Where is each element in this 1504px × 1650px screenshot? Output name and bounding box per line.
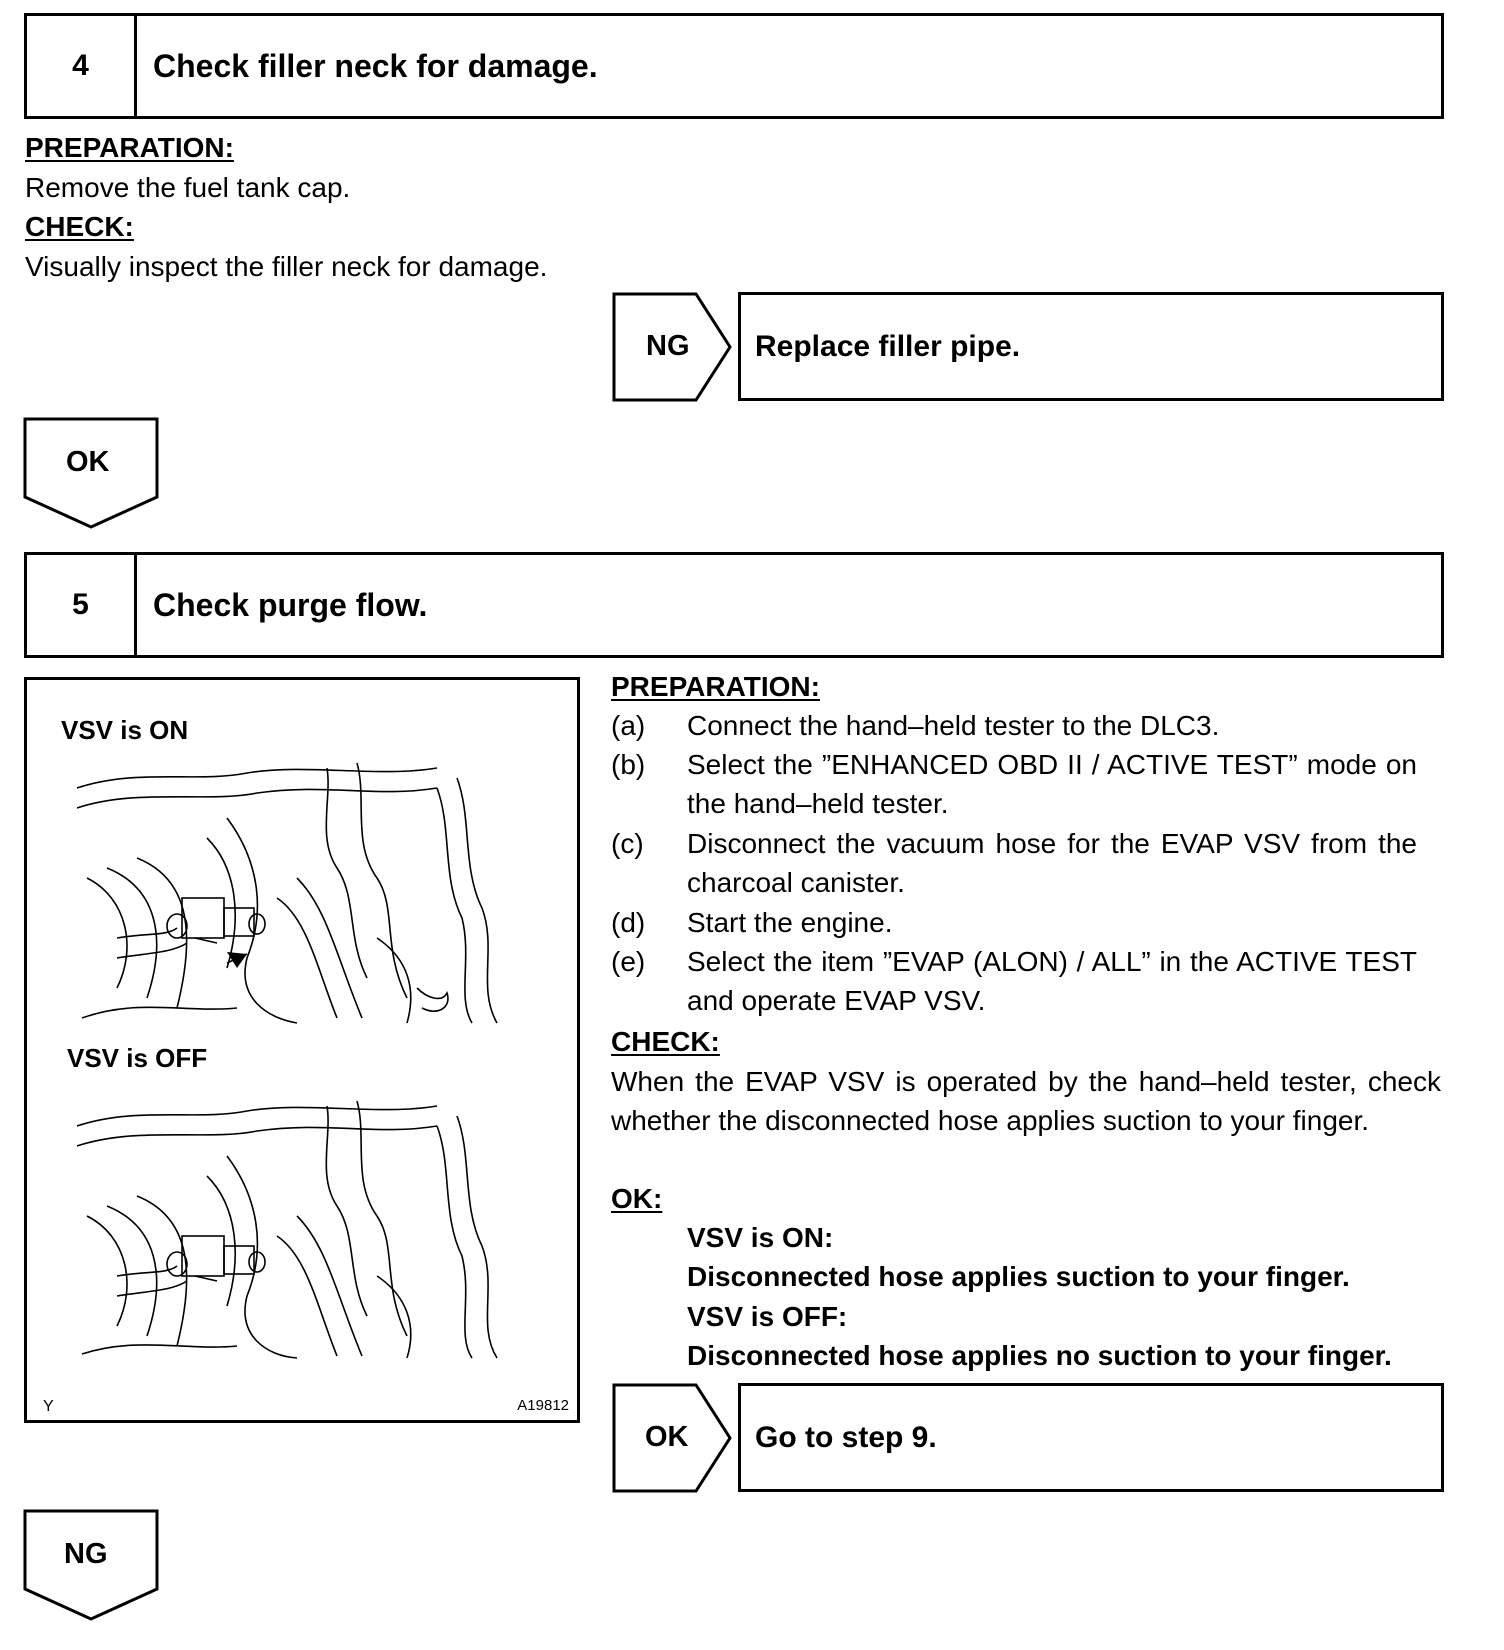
figure-code: A19812 xyxy=(517,1397,569,1414)
check-text: Visually inspect the filler neck for damage. xyxy=(25,251,548,282)
ng-action-box xyxy=(738,292,1444,401)
prep-item-b xyxy=(611,745,1441,823)
preparation-heading: PREPARATION: xyxy=(25,132,234,163)
prep-item-d xyxy=(611,903,1441,942)
prep-item-a xyxy=(611,706,1441,745)
engine-illustration-on xyxy=(77,758,517,1028)
ok-line-off: VSV is OFF: xyxy=(687,1301,848,1332)
ok-line-off-result: Disconnected hose applies no suction to your finger. xyxy=(687,1340,1392,1371)
ok-label: OK xyxy=(645,1421,689,1453)
check-text: When the EVAP VSV is operated by the hand–held tester, check whether the disconnected hose applies suction to your finger. xyxy=(611,1066,1441,1136)
prep-item-text: Select the item ”EVAP (ALON) / ALL” in the ACTIVE TEST and operate EVAP VSV. xyxy=(687,946,1417,1016)
ok-heading: OK: xyxy=(611,1183,663,1214)
step-title: Check filler neck for damage. xyxy=(153,47,598,84)
prep-item-text: Disconnect the vacuum hose for the EVAP VSV from the charcoal canister. xyxy=(687,828,1417,898)
ok-action-box xyxy=(738,1383,1444,1492)
prep-item-label: (d) xyxy=(611,907,646,938)
prep-item-label: (e) xyxy=(611,946,646,977)
step-title: Check purge flow. xyxy=(153,586,428,623)
prep-item-label: (a) xyxy=(611,710,646,741)
check-heading: CHECK: xyxy=(25,211,134,242)
prep-item-label: (c) xyxy=(611,828,644,859)
vsv-figure xyxy=(24,677,580,1423)
preparation-text: Remove the fuel tank cap. xyxy=(25,172,351,203)
step-number: 4 xyxy=(27,16,137,116)
ok-action-text: Go to step 9. xyxy=(755,1420,937,1454)
prep-item-label: (b) xyxy=(611,749,646,780)
figure-corner-left: Y xyxy=(43,1398,54,1415)
ok-label: OK xyxy=(66,446,110,478)
prep-item-text: Start the engine. xyxy=(687,907,893,938)
step-4-header xyxy=(24,13,1444,119)
ok-line-on: VSV is ON: xyxy=(687,1222,834,1253)
step-number: 5 xyxy=(27,555,137,655)
figure-label-on: VSV is ON xyxy=(61,715,189,745)
step-5-header xyxy=(24,552,1444,658)
ng-action-text: Replace filler pipe. xyxy=(755,329,1021,363)
ok-line-on-result: Disconnected hose applies suction to your finger. xyxy=(687,1261,1350,1292)
engine-illustration-off xyxy=(77,1096,517,1361)
figure-label-off: VSV is OFF xyxy=(67,1043,208,1073)
prep-item-text: Connect the hand–held tester to the DLC3. xyxy=(687,710,1220,741)
prep-item-c xyxy=(611,824,1441,902)
preparation-heading: PREPARATION: xyxy=(611,671,820,702)
ng-label: NG xyxy=(646,330,690,362)
check-heading: CHECK: xyxy=(611,1026,720,1057)
prep-item-e xyxy=(611,942,1441,1020)
prep-item-text: Select the ”ENHANCED OBD II / ACTIVE TEST” mode on the hand–held tester. xyxy=(687,749,1417,819)
ng-label: NG xyxy=(64,1538,108,1570)
